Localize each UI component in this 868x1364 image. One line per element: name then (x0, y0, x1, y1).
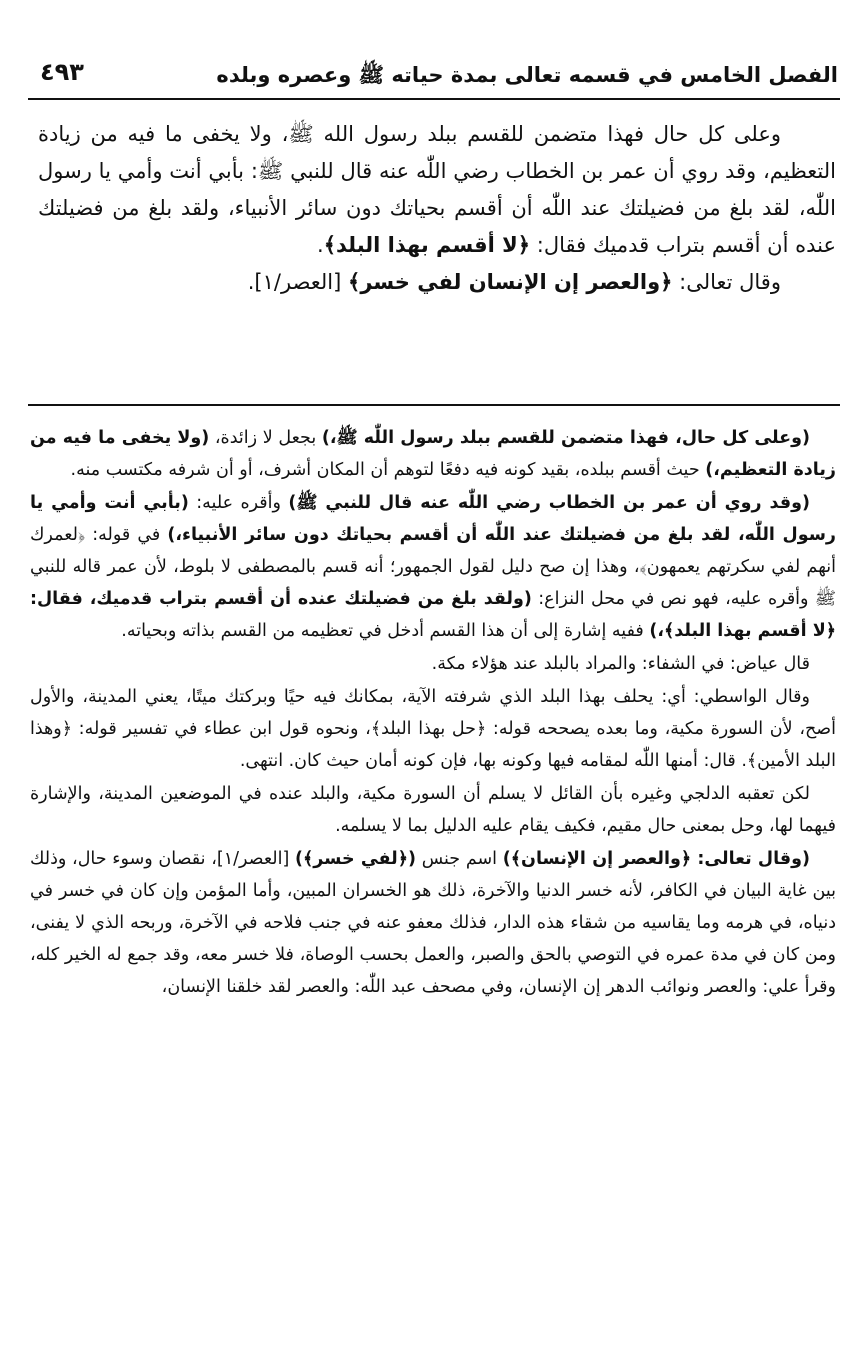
quoted-matn: (وقال تعالى: ﴿والعصر إن الإنسان﴾) (502, 849, 810, 869)
commentary-paragraph (30, 843, 836, 1003)
running-title: الفصل الخامس في قسمه تعالى بمدة حياته ﷺ وعصره وبلده (216, 63, 838, 87)
quran-quote: ﴿والعصر إن الإنسان لفي خسر﴾ (348, 270, 673, 294)
main-paragraph-text: وعلى كل حال فهذا متضمن للقسم ببلد رسول الله ﷺ، ولا يخفى ما فيه من زيادة التعظيم، وقد روي أن عمر بن الخطاب رضي اللّٰه عنه قال للنبي ﷺ: بأبي أنت وأمي يا رسول اللّٰه، لقد بلغ من فضيلتك عند اللّٰه أن أقسم بحياتك دون سائر الأنبياء، ولقد بلغ من فضيلتك عنده أن أقسم بتراب قدميك فقال: (38, 122, 836, 257)
quoted-matn: (وقد روي أن عمر بن الخطاب رضي اللّٰه عنه قال للنبي ﷺ) (288, 493, 810, 513)
quoted-matn: (وعلى كل حال، فهذا متضمن للقسم ببلد رسول اللّٰه ﷺ،) (321, 428, 811, 448)
main-paragraph-text: وقال تعالى: (672, 270, 781, 294)
main-paragraph (38, 116, 836, 264)
header-divider (28, 98, 840, 100)
main-text (38, 116, 836, 301)
verse-reference: [العصر/١]. (247, 270, 349, 294)
commentary-paragraph (30, 422, 836, 486)
commentary-text-run: حيث أقسم ببلده، بقيد كونه فيه دفعًا لتوهم أن المكان أشرف، أو أن شرفه مكتسب منه. (70, 460, 706, 480)
commentary-text (30, 422, 836, 1004)
commentary-text-run: [العصر/١]، نقصان وسوء حال، وذلك بين غاية البيان في الكافر، لأنه خسر الدنيا والآخرة، ذلك هو الخسران المبين، وأما المؤمن وإن كان في خسر في دنياه، في هرمه وما يقاسيه من شقاء هذه الدار، فذلك معفو عنه في جنب فلاحه في الآخرة، وربحه الذي لا يفنى، ومن كان في مدة عمره في التوصي بالحق والصبر، والعمل بحسب الوصاة، فلا خسر معه، وقد جمع له الخير كله، وقرأ علي: والعصر ونوائب الدهر إن الإنسان، وفي مصحف عبد اللّٰه: والعصر لقد خلقنا الإنسان، (30, 849, 836, 997)
commentary-paragraph: قال عياض: في الشفاء: والمراد بالبلد عند هؤلاء مكة. (431, 654, 810, 674)
quoted-matn: (ولقد بلغ من فضيلتك عنده أن أقسم بتراب قدميك، فقال: ﴿لا أقسم بهذا البلد﴾،) (30, 589, 836, 641)
commentary-paragraph: وقال الواسطي: أي: يحلف بهذا البلد الذي شرفته الآية، بمكانك فيه حيًا وبركتك ميتًا، يعني المدينة، والأول أصح، لأن السورة مكية، وما بعده يصححه قوله: ﴿حل بهذا البلد﴾، ونحوه قول ابن عطاء في تفسير قوله: ﴿وهذا البلد الأمين﴾. قال: أمنها اللّٰه لمقامه فيها وكونه بها، فإن كونه أمان حيث كان. انتهى. (30, 687, 836, 771)
page-header (28, 58, 838, 98)
section-divider (28, 404, 840, 406)
commentary-text-run: بجعل لا زائدة، (209, 428, 322, 448)
quoted-matn: (ولا يخفى ما فيه من زيادة التعظيم،) (30, 428, 836, 480)
commentary-text-run: في قوله: ﴿لعمرك أنهم لفي سكرتهم يعمهون﴾، وهذا إن صح دليل لقول الجمهور؛ أنه قسم بالمصطفى لا بلوط، لأن عمر قاله للنبي ﷺ وأقره عليه، فهو نص في محل النزاع: (30, 525, 837, 609)
commentary-paragraph: لكن تعقبه الدلجي وغيره بأن القائل لا يسلم أن السورة مكية، والبلد عنده في الموضعين المدينة، والإشارة فيهما لها، وحل بمعنى حال مقيم، فكيف يقام عليه الدليل بما لا يسلمه. (30, 784, 836, 836)
commentary-paragraph (30, 487, 836, 647)
punctuation: . (317, 233, 324, 257)
commentary-text-run: وأقره عليه: (188, 493, 289, 513)
main-paragraph (38, 264, 836, 301)
page-number: ٤٩٣ (40, 58, 84, 86)
quoted-matn: (بأبي أنت وأمي يا رسول اللّٰه، لقد بلغ من فضيلتك عند اللّٰه أن أقسم بحياتك دون سائر الأنبياء،) (30, 493, 836, 545)
commentary-text-run: ففيه إشارة إلى أن هذا القسم أدخل في تعظيمه من القسم بذاته وبحياته. (121, 621, 650, 641)
commentary-text-run: اسم جنس (415, 849, 503, 869)
quran-quote: ﴿لا أقسم بهذا البلد﴾ (323, 233, 531, 257)
quoted-matn: (﴿لفي خسر﴾) (295, 849, 416, 869)
